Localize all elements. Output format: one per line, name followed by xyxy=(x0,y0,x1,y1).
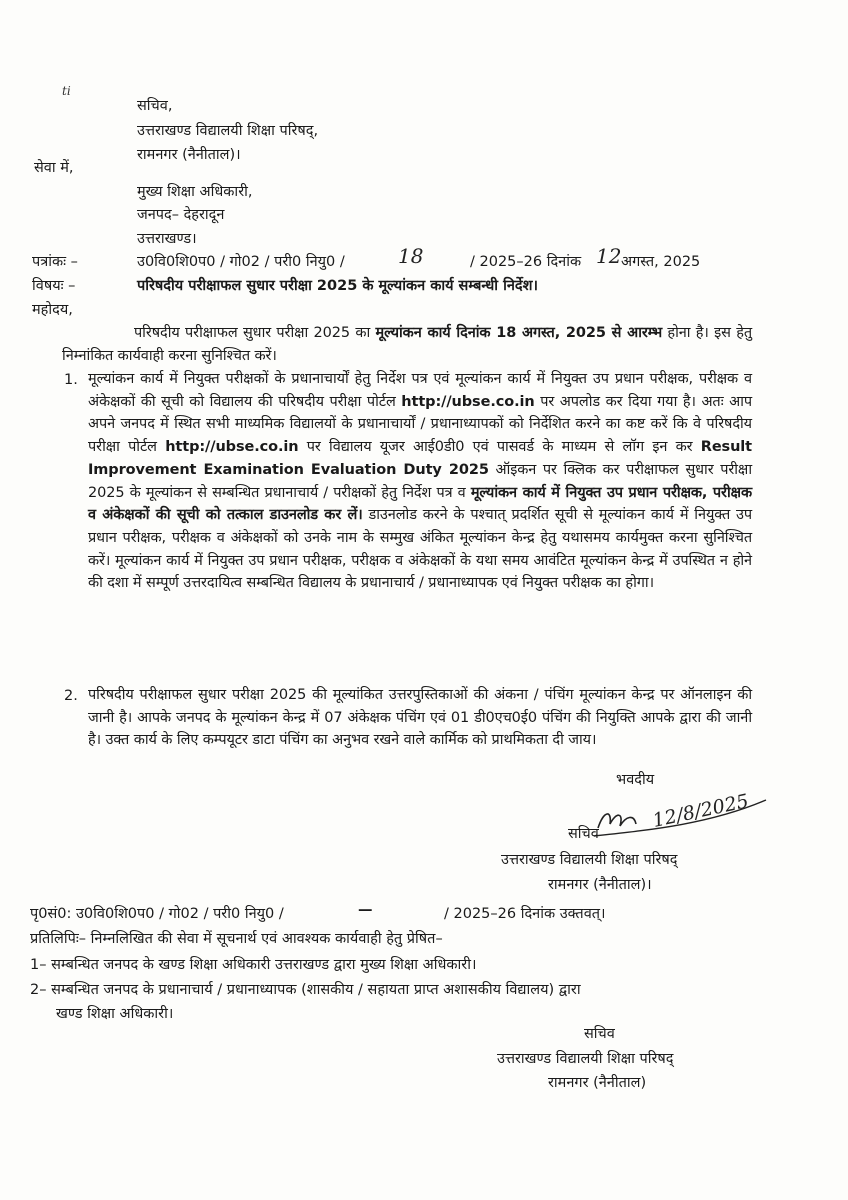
copy-item-2-line-1: 2– सम्बन्धित जनपद के प्रधानाचार्य / प्रधानाध्यापक (शासकीय / सहायता प्राप्त अशासकीय विद्यालय) द्वारा xyxy=(30,982,581,998)
to-line-3: उत्तराखण्ड। xyxy=(137,231,197,247)
closing-sachiv: सचिव xyxy=(568,826,599,842)
footer-place: रामनगर (नैनीताल) xyxy=(548,1075,647,1091)
subject-label: विषयः – xyxy=(32,278,76,294)
point-2-text: परिषदीय परीक्षाफल सुधार परीक्षा 2025 की मूल्यांकित उत्तरपुस्तिकाओं की अंकना / पंचिंग मूल्यांकन केन्द्र पर ऑनलाइन की जानी है। आपके जनपद के मूल्यांकन केन्द्र में 07 अंकेक्षक पंचिंग एवं 01 डी0एच0ई0 पंचिंग की नियुक्ति आपके द्वारा की जानी है। उक्त कार्य के लिए कम्पयूटर डाटा पंचिंग का अनुभव रखने वाले कार्मिक को प्राथमिकता दी जाय। xyxy=(88,687,752,749)
letter-month-year: अगस्त, 2025 xyxy=(621,254,701,270)
to-label: सेवा में, xyxy=(34,160,74,176)
letter-year-date: / 2025–26 दिनांक xyxy=(470,254,582,270)
duty-icon-name: Result Improvement Examination Evaluation Duty 2025 xyxy=(88,439,753,478)
intro-text-2: होना है। इस हेतु निम्नांकित कार्यवाही करना सुनिश्चित करें। xyxy=(62,325,752,364)
endorsement-date: / 2025–26 दिनांक उक्तवत्। xyxy=(444,906,606,922)
point-1-text xyxy=(88,368,752,595)
closing-place: रामनगर (नैनीताल)। xyxy=(548,877,652,893)
corner-mark: ti xyxy=(62,84,71,98)
endorsement-dash: — xyxy=(358,902,373,918)
intro-paragraph xyxy=(62,322,752,367)
copy-item-1: 1– सम्बन्धित जनपद के खण्ड शिक्षा अधिकारी उत्तराखण्ड द्वारा मुख्य शिक्षा अधिकारी। xyxy=(30,957,477,973)
footer-org: उत्तराखण्ड विद्यालयी शिक्षा परिषद् xyxy=(497,1051,674,1067)
handwritten-letter-no: 18 xyxy=(398,244,424,268)
letter-no-label: पत्रांकः – xyxy=(32,254,78,270)
point-2-number: 2. xyxy=(64,688,78,704)
point-1-number: 1. xyxy=(64,372,78,388)
copy-item-2-line-2: खण्ड शिक्षा अधिकारी। xyxy=(56,1006,174,1022)
point-1-bold-instruction: मूल्यांकन कार्य में नियुक्त उप प्रधान परीक्षक, परीक्षक व अंकेक्षकों की सूची को तत्काल डाउनलोड कर लें। xyxy=(88,484,752,524)
handwritten-day: 12 xyxy=(596,244,622,268)
closing-bhavdiya: भवदीय xyxy=(616,772,655,788)
from-line-1: सचिव, xyxy=(137,98,173,114)
copy-intro: प्रतिलिपिः– निम्नलिखित की सेवा में सूचनार्थ एवं आवश्यक कार्यवाही हेतु प्रेषित– xyxy=(30,931,443,947)
letter-ref: उ0वि0शि0प0 / गो02 / परी0 नियु0 / xyxy=(137,254,345,270)
to-line-1: मुख्य शिक्षा अधिकारी, xyxy=(137,184,253,200)
closing-org: उत्तराखण्ड विद्यालयी शिक्षा परिषद् xyxy=(501,852,678,868)
subject-text: परिषदीय परीक्षाफल सुधार परीक्षा 2025 के मूल्यांकन कार्य सम्बन्धी निर्देश। xyxy=(137,278,538,294)
from-line-2: उत्तराखण्ड विद्यालयी शिक्षा परिषद्, xyxy=(137,123,319,139)
salutation: महोदय, xyxy=(32,302,73,318)
portal-url-1: http://ubse.co.in xyxy=(401,393,535,410)
point-1-part-d: ऑइकन पर क्लिक कर परीक्षाफल सुधार परीक्षा 2025 के मूल्यांकन से सम्बन्धित प्रधानाचार्य / परीक्षकों हेतु निर्देश पत्र व xyxy=(88,461,752,501)
intro-text-1: परिषदीय परीक्षाफल सुधार परीक्षा 2025 का xyxy=(134,325,376,341)
from-line-3: रामनगर (नैनीताल)। xyxy=(137,147,241,163)
signature-date: 12/8/2025 xyxy=(650,790,751,832)
point-1-part-c: पर विद्यालय यूजर आई0डी0 एवं पासवर्ड के माध्यम से लॉग इन कर xyxy=(298,439,701,456)
portal-url-2: http://ubse.co.in xyxy=(165,439,299,456)
to-line-2: जनपद– देहरादून xyxy=(137,207,225,223)
point-1-part-b: पर अपलोड कर दिया गया है। अतः आप अपने जनपद में स्थित सभी माध्यमिक विद्यालयों के प्रधानाचार्यों / प्रधानाध्यापकों को निर्देशित करने का कष्ट करें कि वे परिषदीय परीक्षा पोर्टल xyxy=(88,393,752,456)
endorsement-ref: पृ0सं0: उ0वि0शि0प0 / गो02 / परी0 नियु0 / xyxy=(30,906,284,922)
point-1-part-a: मूल्यांकन कार्य में नियुक्त परीक्षकों के प्रधानाचार्यों हेतु निर्देश पत्र एवं मूल्यांकन कार्य में नियुक्त उप प्रधान परीक्षक, परीक्षक व अंकेक्षकों की सूची को विद्यालय की परिषदीय परीक्षा पोर्टल xyxy=(88,371,752,410)
point-1-part-e: डाउनलोड करने के पश्चात् प्रदर्शित सूची से मूल्यांकन कार्य में नियुक्त उप प्रधान परीक्षक, परीक्षक व अंकेक्षकों को उनके नाम के सम्मुख अंकित मूल्यांकन केन्द्र हेतु यथासमय कार्यमुक्त करना सुनिश्चित करें। मूल्यांकन कार्य में नियुक्त उप प्रधान परीक्षक, परीक्षक व अंकेक्षकों के यथा समय आवंटित मूल्यांकन केन्द्र में उपस्थित न होने की दशा में सम्पूर्ण उत्तरदायित्व सम्बन्धित विद्यालय के प्रधानाचार्य / प्रधानाध्यापक एवं नियुक्त परीक्षक का होगा। xyxy=(88,507,752,592)
intro-bold: मूल्यांकन कार्य दिनांक 18 अगस्त, 2025 से आरम्भ xyxy=(375,325,663,341)
footer-sachiv: सचिव xyxy=(584,1026,615,1042)
